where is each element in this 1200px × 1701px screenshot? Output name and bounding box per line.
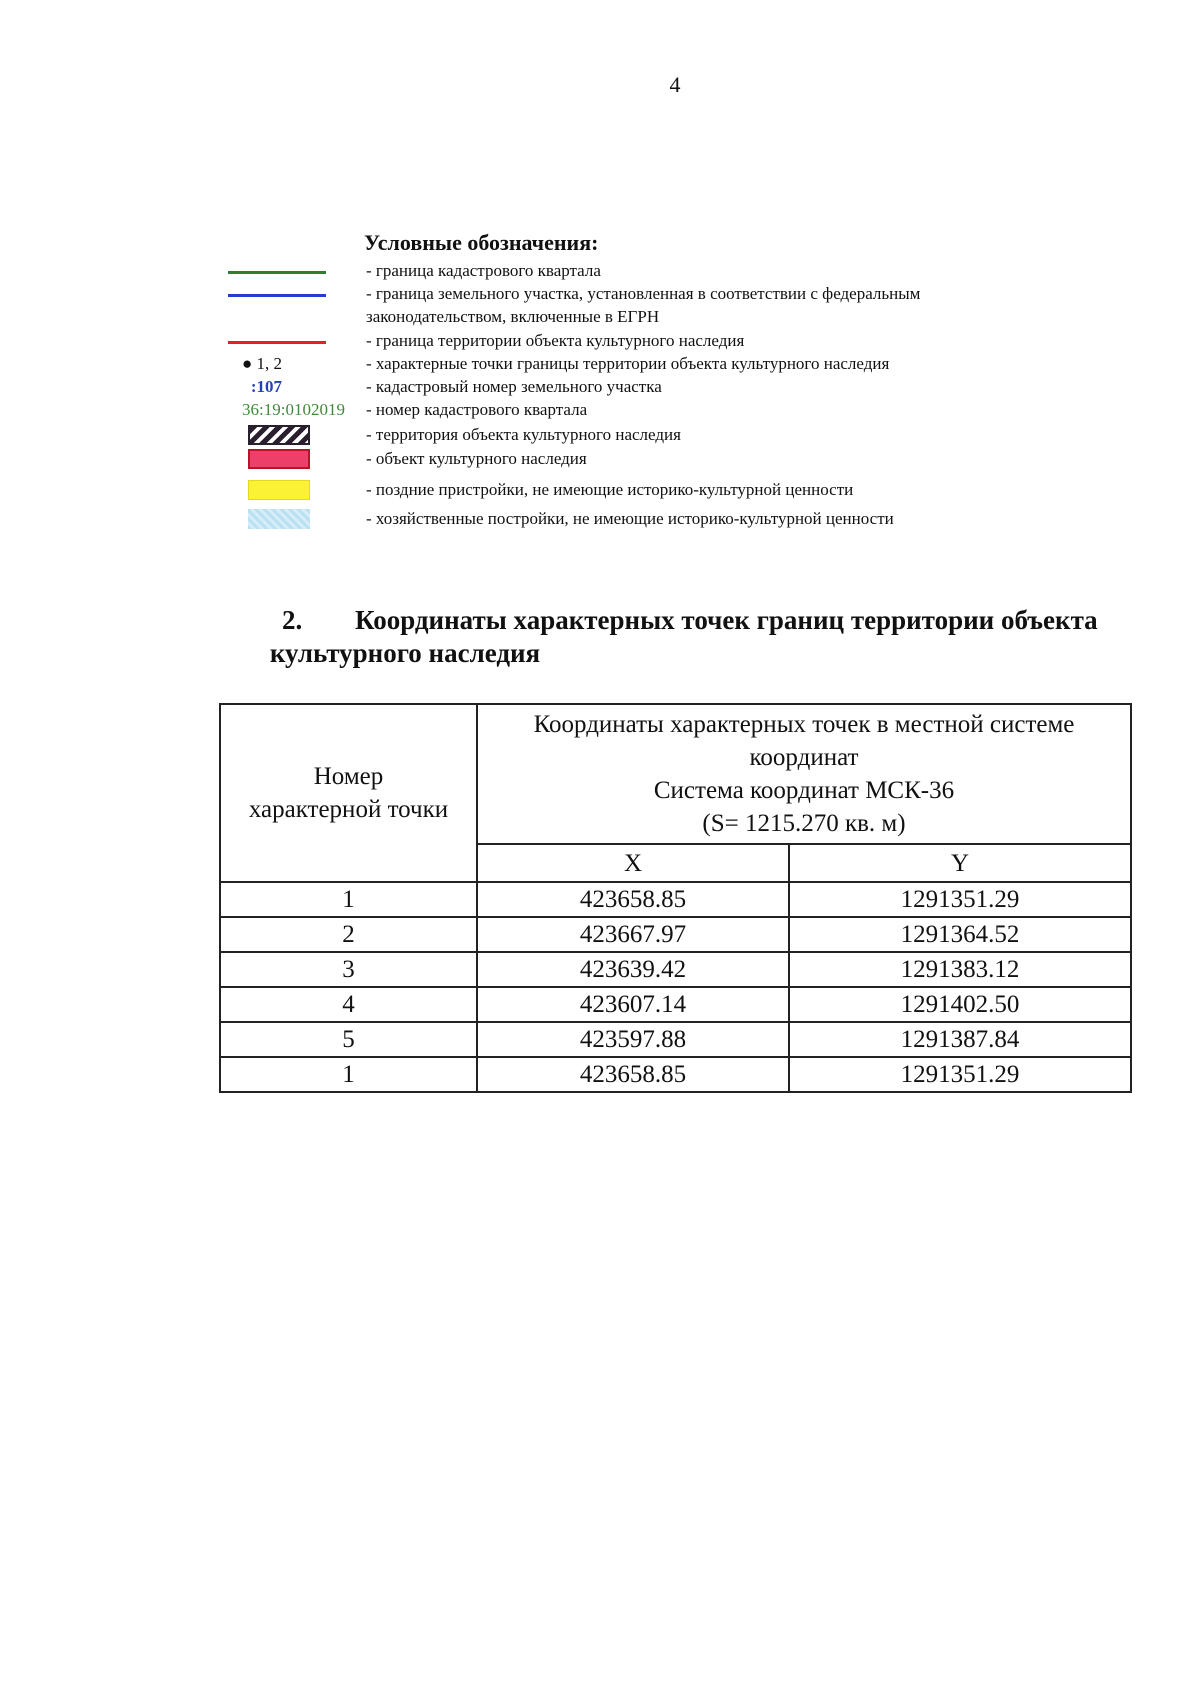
table-row xyxy=(220,1057,1131,1092)
cell-point: 3 xyxy=(220,952,477,987)
section-number: 2. xyxy=(282,605,303,635)
point-marker-icon: ● 1, 2 xyxy=(241,354,282,373)
parcel-number-label: :107 xyxy=(250,377,282,396)
cell-point: 4 xyxy=(220,987,477,1022)
header-coordinate-system: Координаты характерных точек в местной системе координат Система координат МСК-36 (S= 1215.270 кв. м) xyxy=(477,704,1131,844)
header-point-number: Номер характерной точки xyxy=(220,704,477,882)
pink-box-icon xyxy=(200,448,344,470)
cell-point: 2 xyxy=(220,917,477,952)
cell-y: 1291402.50 xyxy=(789,987,1131,1022)
table-row xyxy=(220,987,1131,1022)
table-row xyxy=(220,917,1131,952)
header-y: Y xyxy=(789,844,1131,882)
yellow-box-icon xyxy=(200,479,344,501)
section-title-line1: Координаты характерных точек границ территории объекта xyxy=(355,605,1098,635)
coordinates-table xyxy=(219,703,1132,1093)
section-title-line2: культурного наследия xyxy=(269,638,541,668)
cell-y: 1291364.52 xyxy=(789,917,1131,952)
header-x: X xyxy=(477,844,789,882)
legend-title: Условные обозначения: xyxy=(364,230,599,255)
blue-line-icon xyxy=(200,283,344,305)
cell-x: 423639.42 xyxy=(477,952,789,987)
table-row xyxy=(220,882,1131,917)
table-row xyxy=(220,952,1131,987)
cell-y: 1291351.29 xyxy=(789,1057,1131,1092)
lightblue-box-icon xyxy=(200,508,344,530)
page-number: 4 xyxy=(669,72,681,97)
cell-y: 1291351.29 xyxy=(789,882,1131,917)
red-line-icon xyxy=(200,330,344,352)
quarter-number-label: 36:19:0102019 xyxy=(242,400,345,419)
hatched-box-icon xyxy=(200,424,344,446)
cell-y: 1291387.84 xyxy=(789,1022,1131,1057)
cell-y: 1291383.12 xyxy=(789,952,1131,987)
cell-x: 423597.88 xyxy=(477,1022,789,1057)
green-line-icon xyxy=(200,260,344,282)
cell-x: 423607.14 xyxy=(477,987,789,1022)
cell-x: 423658.85 xyxy=(477,1057,789,1092)
table-row xyxy=(220,1022,1131,1057)
cell-point: 5 xyxy=(220,1022,477,1057)
cell-point: 1 xyxy=(220,1057,477,1092)
cell-x: 423667.97 xyxy=(477,917,789,952)
cell-point: 1 xyxy=(220,882,477,917)
section-title-line2-wrap xyxy=(0,638,1200,669)
cell-x: 423658.85 xyxy=(477,882,789,917)
